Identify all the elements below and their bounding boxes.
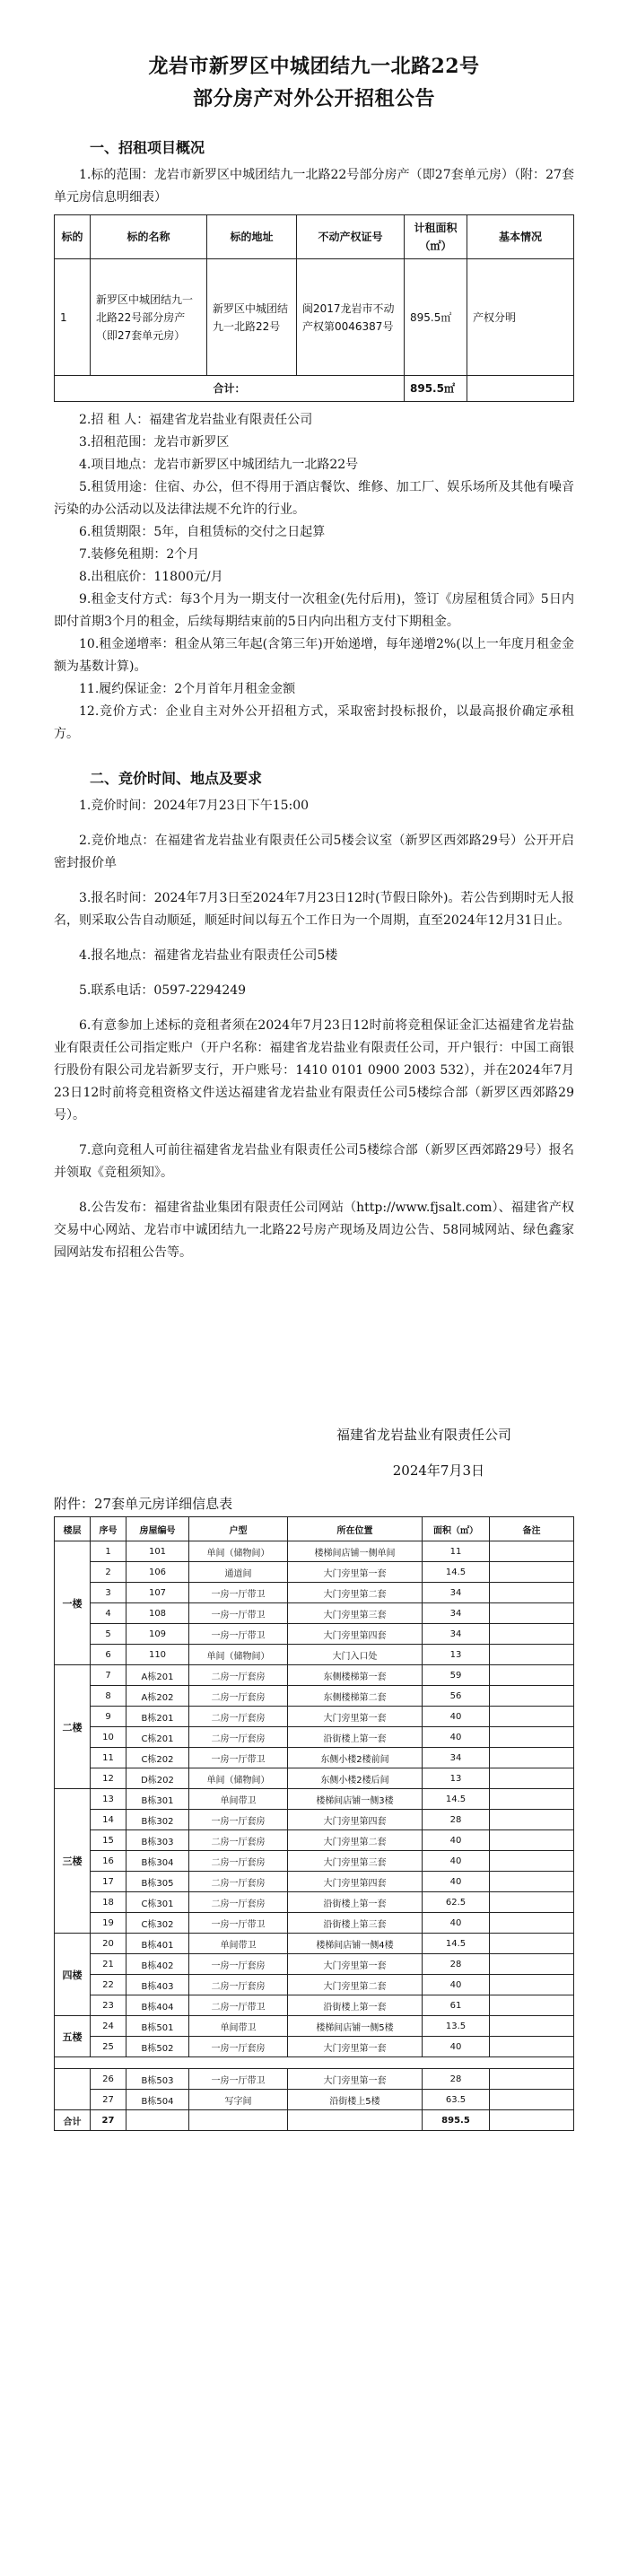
table-cell: A栋202 <box>126 1686 189 1707</box>
table-row <box>55 2069 574 2090</box>
bid-place-item: 2.竞价地点：在福建省龙岩盐业有限责任公司5楼会议室（新罗区西郊路29号）公开开启密封报价单 <box>54 834 574 870</box>
table-cell: B栋301 <box>126 1789 189 1810</box>
contact-phone-item: 5.联系电话：0597-2294249 <box>79 983 247 998</box>
total-empty <box>467 376 574 402</box>
table-cell: 11 <box>423 1541 490 1562</box>
table-row <box>55 1645 574 1665</box>
table-cell: 写字间 <box>189 2090 288 2110</box>
table-cell: 40 <box>423 1975 490 1995</box>
table-cell: 110 <box>126 1645 189 1665</box>
note-cell <box>490 1645 574 1665</box>
publication-item: 8.公告发布：福建省盐业集团有限责任公司网站（http://www.fjsalt.com）、福建省产权交易中心网站、龙岩市中诚团结九一北路22号房产现场及周边公告、58同城网站、绿色鑫家园网站发布招租公告等。 <box>54 1201 574 1260</box>
table-cell: 101 <box>126 1541 189 1562</box>
table-row <box>55 1934 574 1954</box>
table-cell: B栋401 <box>126 1934 189 1954</box>
table-row <box>55 1727 574 1748</box>
summary-col-header: 计租面积（㎡） <box>405 215 467 259</box>
table-cell: D栋202 <box>126 1768 189 1789</box>
table-cell: 沿街楼上第一套 <box>288 1995 423 2016</box>
annex-col-header: 所在位置 <box>288 1517 423 1541</box>
summary-table <box>54 214 574 402</box>
summary-col-header: 标的名称 <box>91 215 207 259</box>
table-cell: 14.5 <box>423 1934 490 1954</box>
table-cell: 23 <box>91 1995 126 2016</box>
registration-place-item: 4.报名地点：福建省龙岩盐业有限责任公司5楼 <box>79 948 338 963</box>
annex-col-header: 备注 <box>490 1517 574 1541</box>
note-cell <box>490 1583 574 1603</box>
table-cell: 19 <box>91 1913 126 1934</box>
table-cell: 大门旁里第四套 <box>288 1810 423 1830</box>
table-row <box>55 1624 574 1645</box>
table-row <box>55 1748 574 1768</box>
table-cell: 楼梯间店铺一侧5楼 <box>288 2016 423 2037</box>
rent-increase-item: 10.租金递增率：租金从第三年起(含第三年)开始递增，每年递增2%(以上一年度月租金金额为基数计算)。 <box>54 637 574 674</box>
note-cell <box>490 1810 574 1830</box>
note-cell <box>490 1541 574 1562</box>
note-cell <box>490 1686 574 1707</box>
table-cell: 大门旁里第一套 <box>288 2037 423 2057</box>
table-cell: 3 <box>91 1583 126 1603</box>
table-cell: 1 <box>55 259 91 376</box>
table-cell: 单间带卫 <box>189 1934 288 1954</box>
section-2-heading: 二、竞价时间、地点及要求 <box>90 770 263 787</box>
table-row <box>55 2090 574 2110</box>
table-row <box>55 1603 574 1624</box>
table-cell: 大门旁里第一套 <box>288 1562 423 1583</box>
table-cell: 8 <box>91 1686 126 1707</box>
table-cell: 二房一厅套房 <box>189 1830 288 1851</box>
title-line-1: 龙岩市新罗区中城团结九一北路22号 <box>148 55 480 78</box>
blank-cell <box>490 2110 574 2131</box>
table-cell: 产权分明 <box>467 259 574 376</box>
table-cell: B栋503 <box>126 2069 189 2090</box>
bid-time-item: 1.竞价时间：2024年7月23日下午15:00 <box>79 799 310 813</box>
table-cell: 28 <box>423 2069 490 2090</box>
table-cell: 单间带卫 <box>189 1789 288 1810</box>
table-cell: C栋301 <box>126 1892 189 1913</box>
note-cell <box>490 2090 574 2110</box>
table-cell: 单间带卫 <box>189 2016 288 2037</box>
table-cell: B栋303 <box>126 1830 189 1851</box>
table-row <box>55 1562 574 1583</box>
note-cell <box>490 1892 574 1913</box>
table-cell: 大门旁里第一套 <box>288 1954 423 1975</box>
annex-table-header <box>55 1517 574 1541</box>
table-cell: 一房一厅套房 <box>189 2037 288 2057</box>
table-row <box>55 1954 574 1975</box>
scope-paragraph: 1.标的范围：龙岩市新罗区中城团结九一北路22号部分房产（即27套单元房）（附：27套单元房信息明细表） <box>54 168 574 205</box>
rent-free-item: 7.装修免租期：2个月 <box>79 547 200 562</box>
note-cell <box>490 1727 574 1748</box>
note-cell <box>490 1624 574 1645</box>
table-cell: 沿街楼上第一套 <box>288 1727 423 1748</box>
table-cell: 东侧小楼2楼前间 <box>288 1748 423 1768</box>
note-cell <box>490 1934 574 1954</box>
table-cell: 大门旁里第三套 <box>288 1851 423 1872</box>
table-row <box>55 1665 574 1686</box>
table-cell: 大门旁里第四套 <box>288 1624 423 1645</box>
annex-title: 附件：27套单元房详细信息表 <box>54 1496 233 1512</box>
gap-cell <box>55 2057 574 2069</box>
table-cell: 59 <box>423 1665 490 1686</box>
total-label: 合计 <box>55 2110 91 2131</box>
table-cell: 二房一厅套房 <box>189 1892 288 1913</box>
table-cell: 20 <box>91 1934 126 1954</box>
table-cell: 二房一厅套房 <box>189 1707 288 1727</box>
table-cell: 一房一厅带卫 <box>189 1603 288 1624</box>
table-cell: 沿街楼上5楼 <box>288 2090 423 2110</box>
table-row <box>55 1975 574 1995</box>
bidding-method-item: 12.竞价方式：企业自主对外公开招租方式，采取密封投标报价，以最高报价确定承租方。 <box>54 704 574 741</box>
table-row <box>55 1892 574 1913</box>
table-cell: 新罗区中城团结九一北路22号 <box>207 259 297 376</box>
note-cell <box>490 1913 574 1934</box>
table-cell: 1 <box>91 1541 126 1562</box>
note-cell <box>490 2016 574 2037</box>
table-cell: B栋304 <box>126 1851 189 1872</box>
registration-time-item: 3.报名时间：2024年7月3日至2024年7月23日12时(节假日除外)。若公告到期时无人报名，则采取公告自动顺延，顺延时间以每五个工作日为一个周期，直至2024年12月31日止。 <box>54 891 574 928</box>
note-cell <box>490 1707 574 1727</box>
annex-table-body <box>55 1541 574 2131</box>
table-cell: 106 <box>126 1562 189 1583</box>
table-cell: 一房一厅带卫 <box>189 1748 288 1768</box>
table-row <box>55 1541 574 1562</box>
summary-col-header: 标的地址 <box>207 215 297 259</box>
title-line-2: 部分房产对外公开招租公告 <box>192 87 435 110</box>
table-cell: 二房一厅套房 <box>189 1872 288 1892</box>
table-cell: 14 <box>91 1810 126 1830</box>
table-cell: 一房一厅套房 <box>189 1954 288 1975</box>
floor-cell <box>55 2069 91 2110</box>
table-cell: 一房一厅带卫 <box>189 1913 288 1934</box>
note-cell <box>490 2069 574 2090</box>
table-cell: 大门旁里第三套 <box>288 1603 423 1624</box>
total-area: 895.5㎡ <box>405 376 467 402</box>
table-cell: 一房一厅套房 <box>189 1810 288 1830</box>
note-cell <box>490 1603 574 1624</box>
note-cell <box>490 1665 574 1686</box>
table-cell: 通道间 <box>189 1562 288 1583</box>
table-cell: 单间（储物间） <box>189 1768 288 1789</box>
annex-col-header: 序号 <box>91 1517 126 1541</box>
note-cell <box>490 2037 574 2057</box>
table-cell: 二房一厅套房 <box>189 1665 288 1686</box>
table-cell: 东侧小楼2楼后间 <box>288 1768 423 1789</box>
table-cell: 21 <box>91 1954 126 1975</box>
table-cell: 62.5 <box>423 1892 490 1913</box>
table-row <box>55 1913 574 1934</box>
table-cell: 107 <box>126 1583 189 1603</box>
table-row <box>55 2016 574 2037</box>
annex-col-header: 房屋编号 <box>126 1517 189 1541</box>
table-cell: 40 <box>423 1851 490 1872</box>
table-cell: 6 <box>91 1645 126 1665</box>
table-row <box>55 1583 574 1603</box>
table-cell: 15 <box>91 1830 126 1851</box>
table-cell: 27 <box>91 2090 126 2110</box>
table-cell: 34 <box>423 1603 490 1624</box>
table-cell: 22 <box>91 1975 126 1995</box>
table-cell: 二房一厅套房 <box>189 1851 288 1872</box>
summary-col-header: 基本情况 <box>467 215 574 259</box>
note-cell <box>490 1872 574 1892</box>
table-row <box>55 2037 574 2057</box>
table-cell: 二房一厅套房 <box>189 1727 288 1748</box>
table-cell: 一房一厅带卫 <box>189 1624 288 1645</box>
table-cell: 40 <box>423 1707 490 1727</box>
location-item: 4.项目地点：龙岩市新罗区中城团结九一北路22号 <box>79 458 359 472</box>
table-cell: 895.5㎡ <box>405 259 467 376</box>
table-cell: B栋404 <box>126 1995 189 2016</box>
table-cell: B栋402 <box>126 1954 189 1975</box>
table-row <box>55 259 574 376</box>
table-cell: B栋403 <box>126 1975 189 1995</box>
summary-table-header <box>55 215 574 259</box>
table-cell: 108 <box>126 1603 189 1624</box>
section-1-heading: 一、招租项目概况 <box>90 139 205 156</box>
blank-cell <box>126 2110 189 2131</box>
table-cell: 34 <box>423 1624 490 1645</box>
summary-total-row <box>55 376 574 402</box>
note-cell <box>490 1995 574 2016</box>
annex-col-header: 面积（㎡） <box>423 1517 490 1541</box>
table-cell: A栋201 <box>126 1665 189 1686</box>
floor-cell: 一楼 <box>55 1541 91 1665</box>
total-label: 合计： <box>55 376 405 402</box>
table-row <box>55 1768 574 1789</box>
table-cell: 40 <box>423 1913 490 1934</box>
table-cell: 25 <box>91 2037 126 2057</box>
table-cell: 一房一厅带卫 <box>189 1583 288 1603</box>
table-row <box>55 1995 574 2016</box>
table-cell: 13 <box>423 1645 490 1665</box>
table-cell: 单间（储物间） <box>189 1645 288 1665</box>
table-cell: B栋504 <box>126 2090 189 2110</box>
annex-table <box>54 1516 574 2131</box>
table-cell: 18 <box>91 1892 126 1913</box>
table-cell: 4 <box>91 1603 126 1624</box>
annex-col-header: 户型 <box>189 1517 288 1541</box>
table-cell: 闽2017龙岩市不动产权第0046387号 <box>297 259 405 376</box>
table-cell: 26 <box>91 2069 126 2090</box>
table-row <box>55 1707 574 1727</box>
table-cell: 40 <box>423 1830 490 1851</box>
floor-cell: 二楼 <box>55 1665 91 1789</box>
table-cell: 11 <box>91 1748 126 1768</box>
table-cell: B栋502 <box>126 2037 189 2057</box>
table-cell: 5 <box>91 1624 126 1645</box>
table-cell: 40 <box>423 1872 490 1892</box>
note-cell <box>490 1748 574 1768</box>
total-area: 895.5 <box>423 2110 490 2131</box>
blank-cell <box>288 2110 423 2131</box>
table-cell: 12 <box>91 1768 126 1789</box>
payment-item: 9.租金支付方式：每3个月为一期支付一次租金(先付后用)，签订《房屋租赁合同》5日内即付首期3个月的租金，后续每期结束前的5日内向出租方支付下期租金。 <box>54 592 574 629</box>
table-cell: 40 <box>423 1727 490 1748</box>
document-title <box>54 0 574 115</box>
table-cell: B栋302 <box>126 1810 189 1830</box>
table-cell: 大门旁里第二套 <box>288 1583 423 1603</box>
annex-col-header: 楼层 <box>55 1517 91 1541</box>
floor-cell: 四楼 <box>55 1934 91 2016</box>
note-cell <box>490 1562 574 1583</box>
table-cell: 大门旁里第二套 <box>288 1830 423 1851</box>
table-row <box>55 1872 574 1892</box>
table-row <box>55 1789 574 1810</box>
table-cell: 沿街楼上第三套 <box>288 1913 423 1934</box>
table-cell: 东侧楼梯第二套 <box>288 1686 423 1707</box>
table-cell: 28 <box>423 1954 490 1975</box>
apply-item: 7.意向竞租人可前往福建省龙岩盐业有限责任公司5楼综合部（新罗区西郊路29号）报名并领取《竞租须知》。 <box>54 1143 574 1180</box>
table-cell: B栋305 <box>126 1872 189 1892</box>
table-cell: 7 <box>91 1665 126 1686</box>
table-gap <box>55 2057 574 2069</box>
floor-cell: 五楼 <box>55 2016 91 2057</box>
table-cell: 大门旁里第四套 <box>288 1872 423 1892</box>
note-cell <box>490 1954 574 1975</box>
table-cell: 34 <box>423 1583 490 1603</box>
table-cell: 56 <box>423 1686 490 1707</box>
table-cell: 13 <box>91 1789 126 1810</box>
table-row <box>55 1851 574 1872</box>
table-cell: C栋201 <box>126 1727 189 1748</box>
table-cell: 大门旁里第一套 <box>288 1707 423 1727</box>
note-cell <box>490 1789 574 1810</box>
table-cell: 63.5 <box>423 2090 490 2110</box>
table-row <box>55 1810 574 1830</box>
table-cell: 楼梯间店铺一侧4楼 <box>288 1934 423 1954</box>
table-cell: 沿街楼上第一套 <box>288 1892 423 1913</box>
lease-term-item: 6.租赁期限：5年，自租赁标的交付之日起算 <box>79 525 326 539</box>
table-cell: 61 <box>423 1995 490 2016</box>
signature-date: 2024年7月3日 <box>392 1463 484 1479</box>
table-cell: 10 <box>91 1727 126 1748</box>
usage-item: 5.租赁用途：住宿、办公，但不得用于酒店餐饮、维修、加工厂、娱乐场所及其他有噪音污染的办公活动以及法律法规不允许的行业。 <box>54 480 574 517</box>
reserve-price-item: 8.出租底价：11800元/月 <box>79 570 223 584</box>
table-cell: 楼梯间店铺一侧3楼 <box>288 1789 423 1810</box>
table-cell: 24 <box>91 2016 126 2037</box>
note-cell <box>490 1830 574 1851</box>
table-cell: 109 <box>126 1624 189 1645</box>
table-cell: 二房一厅带卫 <box>189 1995 288 2016</box>
table-cell: 2 <box>91 1562 126 1583</box>
table-cell: 9 <box>91 1707 126 1727</box>
blank-cell <box>189 2110 288 2131</box>
table-cell: 17 <box>91 1872 126 1892</box>
note-cell <box>490 1851 574 1872</box>
table-cell: 大门入口处 <box>288 1645 423 1665</box>
table-cell: 40 <box>423 2037 490 2057</box>
lessor-item: 2.招 租 人：福建省龙岩盐业有限责任公司 <box>79 413 313 427</box>
table-cell: 28 <box>423 1810 490 1830</box>
deposit-account-item: 6.有意参加上述标的竞租者须在2024年7月23日12时前将竞租保证金汇达福建省龙岩盐业有限责任公司指定账户（开户名称：福建省龙岩盐业有限责任公司，开户银行：中国工商银行股份有限公司龙岩新罗支行，开户账号：1410 0101 0900 2003 532），并在2024年7月23日12时前将竞租资格文件送达福建省龙岩盐业有限责任公司5楼综合部（新罗区西郊路29号）。 <box>54 1018 574 1122</box>
table-cell: B栋201 <box>126 1707 189 1727</box>
table-row <box>55 1686 574 1707</box>
table-cell: 14.5 <box>423 1562 490 1583</box>
table-cell: 大门旁里第二套 <box>288 1975 423 1995</box>
table-cell: C栋302 <box>126 1913 189 1934</box>
total-count: 27 <box>91 2110 126 2131</box>
table-cell: B栋501 <box>126 2016 189 2037</box>
annex-total-row <box>55 2110 574 2131</box>
table-cell: 二房一厅套房 <box>189 1975 288 1995</box>
table-cell: 东侧楼梯第一套 <box>288 1665 423 1686</box>
table-cell: 大门旁里第一套 <box>288 2069 423 2090</box>
deposit-item: 11.履约保证金：2个月首年月租金金额 <box>79 682 296 696</box>
rental-range-item: 3.招租范围：龙岩市新罗区 <box>79 435 230 450</box>
summary-col-header: 标的 <box>55 215 91 259</box>
table-cell: 13 <box>423 1768 490 1789</box>
table-cell: 新罗区中城团结九一北路22号部分房产（即27套单元房） <box>91 259 207 376</box>
table-cell: 单间（储物间） <box>189 1541 288 1562</box>
table-cell: 13.5 <box>423 2016 490 2037</box>
note-cell <box>490 1975 574 1995</box>
table-row <box>55 1830 574 1851</box>
table-cell: 二房一厅套房 <box>189 1686 288 1707</box>
table-cell: 楼梯间店铺一侧单间 <box>288 1541 423 1562</box>
note-cell <box>490 1768 574 1789</box>
table-cell: 34 <box>423 1748 490 1768</box>
table-cell: 14.5 <box>423 1789 490 1810</box>
signature-company: 福建省龙岩盐业有限责任公司 <box>336 1427 511 1443</box>
table-cell: C栋202 <box>126 1748 189 1768</box>
table-cell: 一房一厅带卫 <box>189 2069 288 2090</box>
table-cell: 16 <box>91 1851 126 1872</box>
summary-col-header: 不动产权证号 <box>297 215 405 259</box>
floor-cell: 三楼 <box>55 1789 91 1934</box>
